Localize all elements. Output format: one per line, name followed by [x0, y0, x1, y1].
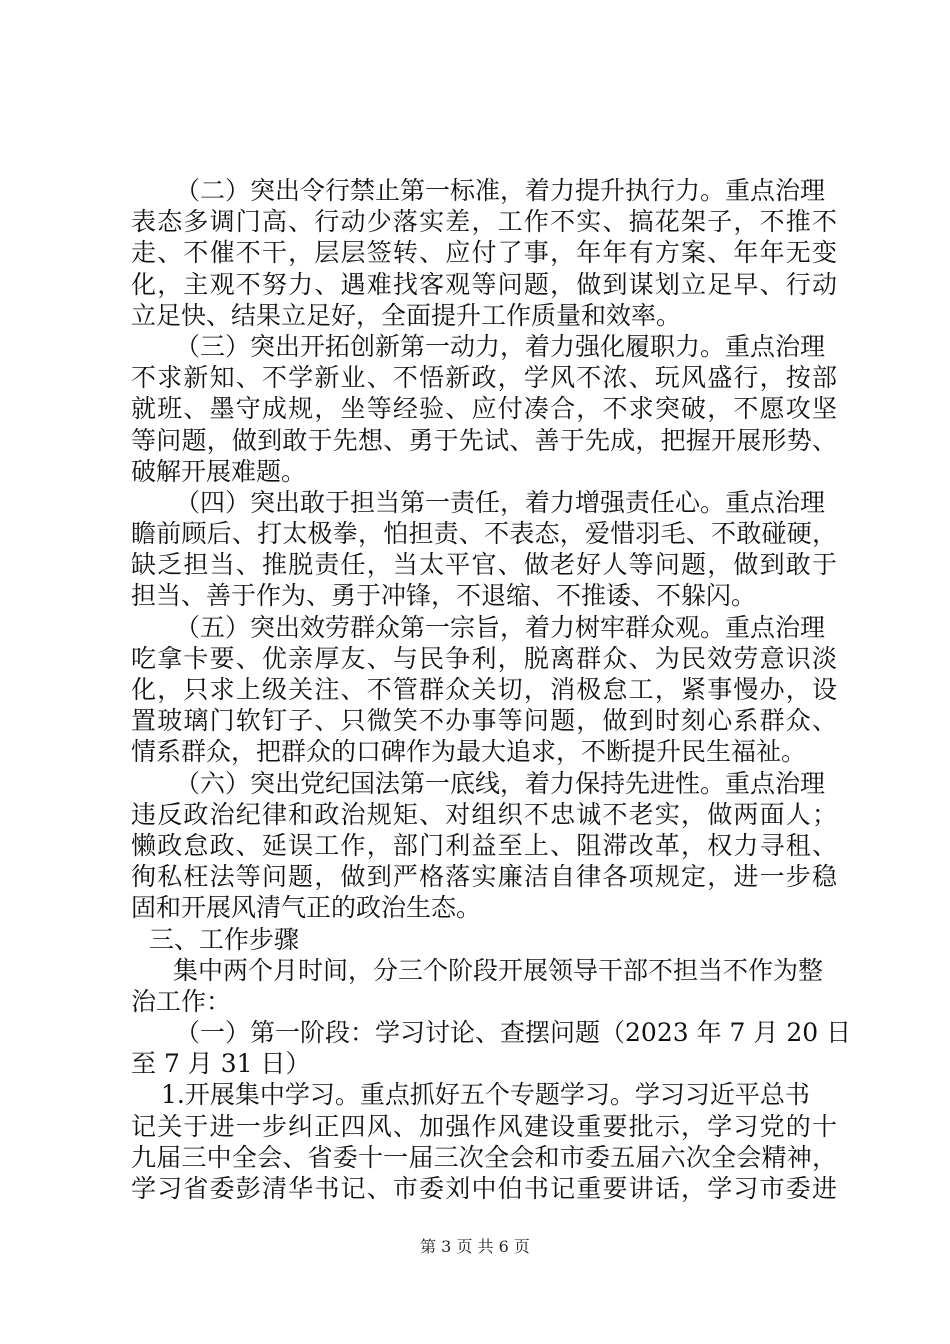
paragraph-6-line: 固和开展风清气正的政治生态。: [131, 893, 482, 923]
paragraph-2-line: 立足快、结果立足好，全面提升工作质量和效率。: [131, 300, 682, 330]
paragraph-4-line: 缺乏担当、推脱责任，当太平官、做老好人等问题，做到敢于: [131, 550, 837, 580]
page-number-footer: 第 3 页 共 6 页: [420, 1237, 530, 1256]
study-item-line: 九届三中全会、省委十一届三次全会和市委五届六次全会精神，: [131, 1142, 837, 1172]
steps-intro-line: 治工作：: [131, 986, 232, 1016]
paragraph-6-line: （六）突出党纪国法第一底线，着力保持先进性。重点治理: [175, 768, 826, 798]
paragraph-3-line: （三）突出开拓创新第一动力，着力强化履职力。重点治理: [175, 331, 826, 361]
paragraph-6-line: 违反政治纪律和政治规矩、对组织不忠诚不老实，做两面人；: [131, 799, 837, 829]
paragraph-3-line: 就班、墨守成规，坐等经验、应付凑合，不求突破，不愿攻坚: [131, 394, 837, 424]
paragraph-2-line: 化，主观不努力、遇难找客观等问题，做到谋划立足早、行动: [131, 269, 837, 299]
paragraph-4-line: （四）突出敢于担当第一责任，着力增强责任心。重点治理: [175, 487, 826, 517]
steps-intro-line: 集中两个月时间，分三个阶段开展领导干部不担当不作为整: [173, 955, 824, 985]
paragraph-3-line: 破解开展难题。: [131, 456, 307, 486]
paragraph-5-line: 情系群众，把群众的口碑作为最大追求，不断提升民生福祉。: [131, 737, 807, 767]
section-heading: 三、工作步骤: [149, 924, 300, 954]
study-item-line: 学习省委彭清华书记、市委刘中伯书记重要讲话，学习市委进: [131, 1174, 837, 1203]
paragraph-3-line: 不求新知、不学新业、不悟新政，学风不浓、玩风盛行，按部: [131, 363, 837, 393]
study-item-line: 1.开展集中学习。重点抓好五个专题学习。学习习近平总书: [161, 1080, 810, 1110]
paragraph-2-line: （二）突出令行禁止第一标准，着力提升执行力。重点治理: [175, 176, 826, 205]
paragraph-4-line: 担当、善于作为、勇于冲锋，不退缩、不推诿、不躲闪。: [131, 581, 757, 611]
paragraph-4-line: 瞻前顾后、打太极拳，怕担责、不表态，爱惜羽毛、不敢碰硬，: [131, 519, 837, 549]
study-item-line: 记关于进一步纠正四风、加强作风建设重要批示，学习党的十: [131, 1111, 837, 1141]
paragraph-2-line: 表态多调门高、行动少落实差，工作不实、搞花架子，不推不: [131, 207, 837, 237]
paragraph-5-line: 吃拿卡要、优亲厚友、与民争利，脱离群众、为民效劳意识淡: [131, 643, 837, 673]
paragraph-3-line: 等问题，做到敢于先想、勇于先试、善于先成，把握开展形势、: [131, 425, 837, 455]
paragraph-6-line: 懒政怠政、延误工作，部门利益至上、阻滞改革，权力寻租、: [131, 830, 837, 860]
document-body: [131, 175, 852, 1204]
paragraph-5-line: 化，只求上级关注、不管群众关切，消极怠工，紧事慢办，设: [131, 675, 837, 704]
paragraph-5-line: 置玻璃门软钉子、只微笑不办事等问题，做到时刻心系群众、: [131, 706, 837, 736]
paragraph-2-line: 走、不催不干，层层签转、应付了事，年年有方案、年年无变: [131, 238, 837, 268]
phase-one-title: （一）第一阶段：学习讨论、查摆问题（2023 年 7 月 20 日: [175, 1018, 852, 1048]
paragraph-6-line: 徇私枉法等问题，做到严格落实廉洁自律各项规定，进一步稳: [131, 862, 837, 892]
phase-one-title: 至 7 月 31 日）: [131, 1049, 311, 1079]
paragraph-5-line: （五）突出效劳群众第一宗旨，着力树牢群众观。重点治理: [175, 612, 826, 642]
